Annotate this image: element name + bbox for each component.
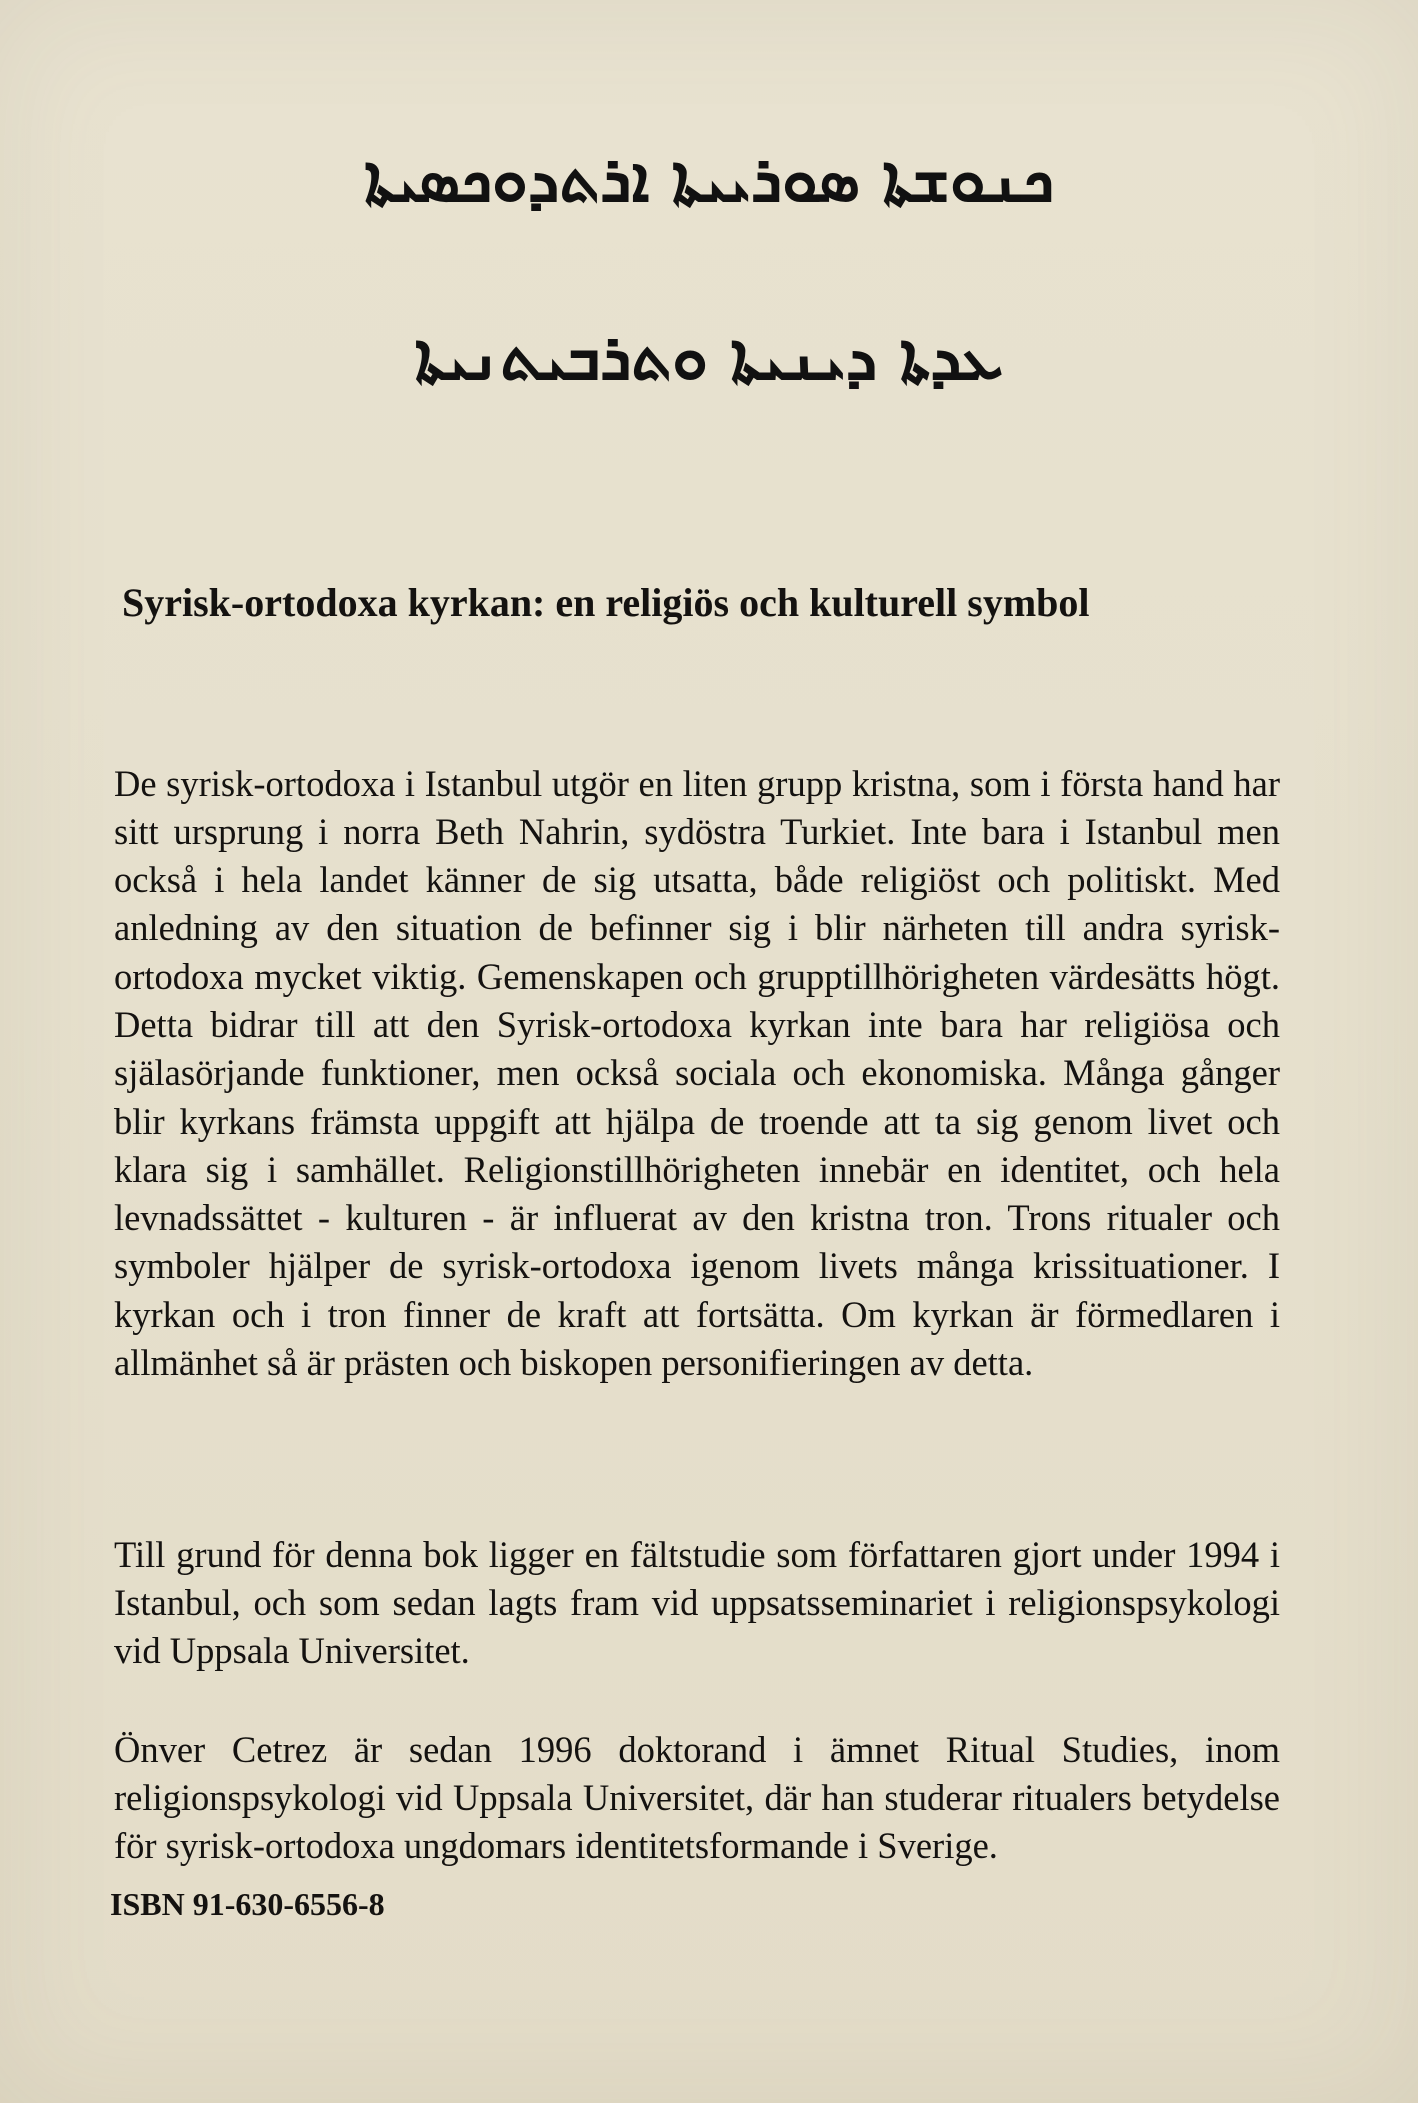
description-paragraph-1: De syrisk-ortodoxa i Istanbul utgör en liten grupp kristna, som i första hand har sitt ursprung i norra Beth Nahrin, sydöstra Turkiet. Inte bara i Istanbul men också i hela landet känner de sig utsatta, både religiöst och politiskt. Med anledning av den situation de befinner sig i blir närheten till andra syrisk-ortodoxa mycket viktig. Gemenskapen och grupptillhörigheten värdesätts högt. Detta bidrar till att den Syrisk-ortodoxa kyrkan inte bara har religiösa och själasörjande funktioner, men också sociala och ekonomiska. Många gånger blir kyrkans främsta uppgift att hjälpa de troende att ta sig genom livet och klara sig i samhället. Religionstillhörigheten innebär en identitet, och hela levnadssättet - kulturen - är influerat av den kristna tron. Trons ritualer och symboler hjälper de syrisk-ortodoxa igenom livets många krissituationer. I kyrkan och i tron finner de kraft att fortsätta. Om kyrkan är förmedlaren i allmänhet så är prästen och biskopen personifieringen av detta. (114, 762, 1280, 1384)
isbn-number: ISBN 91-630-6556-8 (110, 1886, 385, 1922)
syriac-title-line-1: ܟܢܘܫܬܐ ܣܘܪܝܝܬܐ ܐܪܬܕܘܟܣܝܬܐ (363, 143, 1055, 217)
author-bio-paragraph: Önver Cetrez är sedan 1996 doktorand i ämnet Ritual Studies, inom religionspsykologi vid Uppsala Universitet, där han studerar ritualers betydelse för syrisk-ortodoxa ungdomars identitetsformande i Sverige. (114, 1728, 1280, 1867)
description-paragraph-2: Till grund för denna bok ligger en fältstudie som författaren gjort under 1994 i Istanbul, och som sedan lagts fram vid uppsatsseminariet i religionspsykologi vid Uppsala Universitet. (114, 1533, 1280, 1672)
syriac-title-line-2: ܥܕܬܐ ܕܝܢܝܬܐ ܘܬܪܒܝܬܢܝܬܐ (414, 321, 1004, 395)
book-subtitle: Syrisk-ortodoxa kyrkan: en religiös och kulturell symbol (122, 580, 1090, 625)
